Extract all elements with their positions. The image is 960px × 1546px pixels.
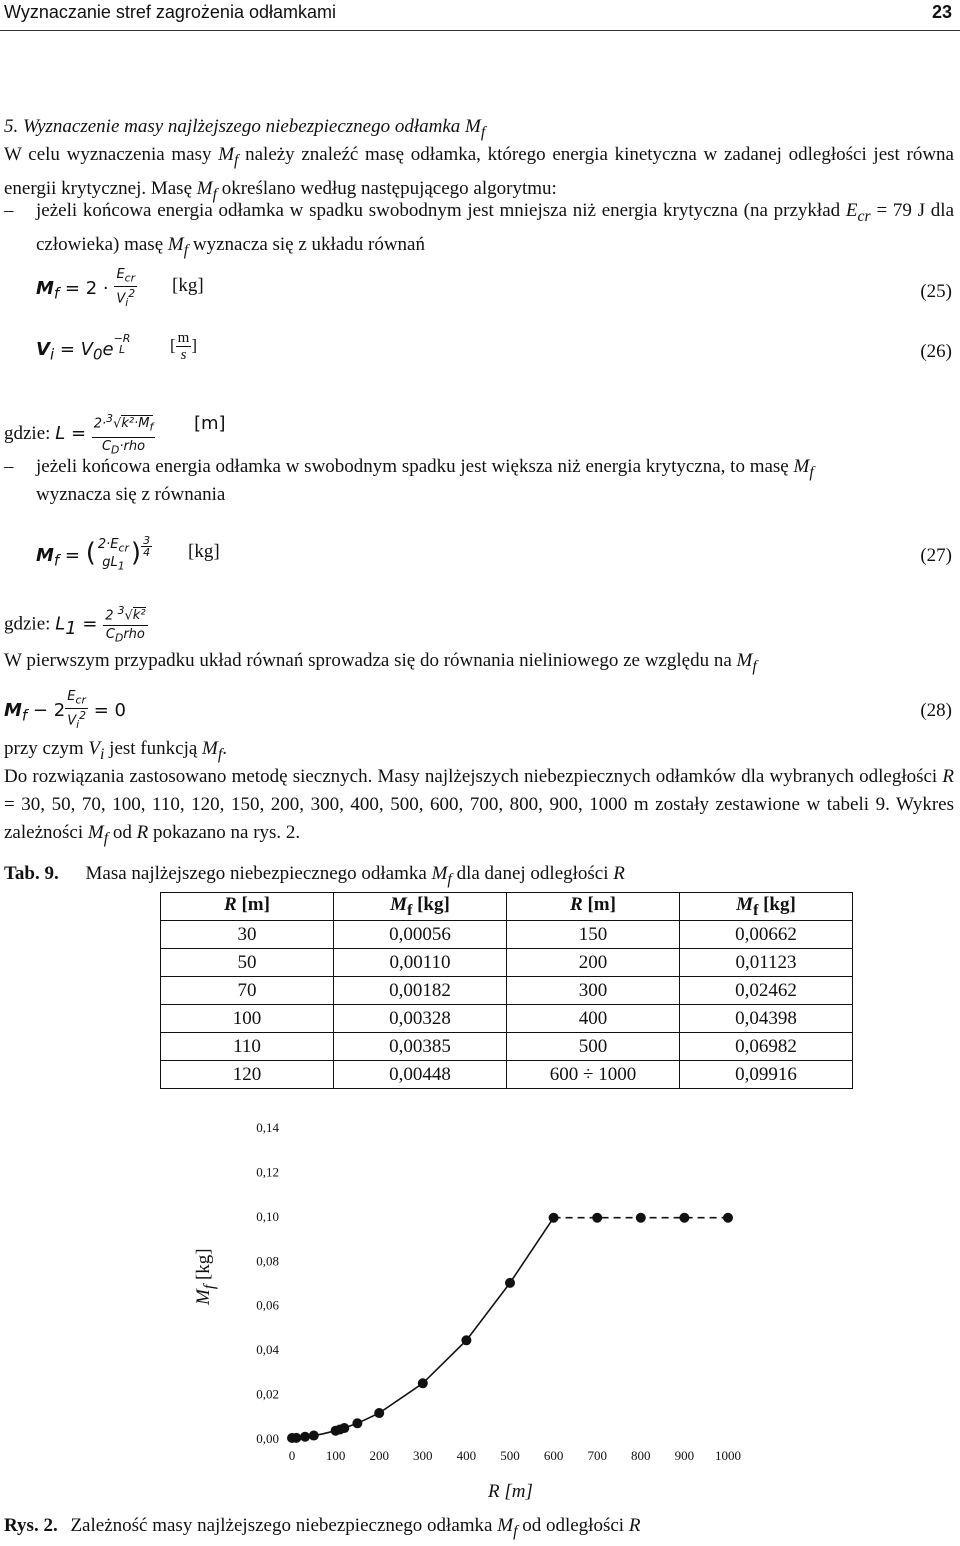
figure-caption-label: Rys. 2. (4, 1515, 58, 1536)
series-line-solid (292, 1218, 554, 1438)
x-tick-label: 400 (456, 1448, 477, 1463)
x-tick-label: 1000 (715, 1448, 741, 1463)
data-point (636, 1213, 646, 1223)
x-tick-label: 0 (288, 1448, 296, 1463)
table-header-cell: R [m] (161, 893, 334, 921)
data-point (300, 1432, 310, 1442)
y-tick-label: 0,12 (256, 1164, 279, 1180)
equation-25-unit: [kg] (172, 275, 204, 296)
equation-27: $M_f$ = ( $2\cdot E_{cr}$ $gL_1$ ) $\frac{3}{4}$ (36, 534, 151, 573)
section-title: 5. Wyznaczenie masy najlżejszego niebezpiecznego odłamka $M_f$ (4, 116, 486, 141)
data-point (418, 1378, 428, 1388)
data-point (374, 1408, 384, 1418)
equation-26: $V_i = V_0e$ −R L (36, 332, 131, 364)
table-cell: 0,06982 (680, 1033, 853, 1061)
table-header-row (161, 893, 853, 921)
table-cell: 200 (507, 949, 680, 977)
table-row (161, 1061, 853, 1089)
table-cell: 0,00328 (334, 1005, 507, 1033)
table-caption: Tab. 9. Masa najlżejszego niebezpiecznego odłamka $M_f$ dla danej odległości R (4, 863, 625, 888)
table-cell: 110 (161, 1033, 334, 1061)
paragraph-vi-function: przy czym $V_i$ jest funkcją $M_f$. (4, 738, 228, 763)
page-number: 23 (931, 2, 952, 22)
table-cell: 0,04398 (680, 1005, 853, 1033)
table-cell: 0,00110 (334, 949, 507, 977)
data-point (339, 1423, 349, 1433)
running-header (0, 0, 960, 31)
table-cell: 0,00448 (334, 1061, 507, 1089)
equation-26-unit: [ $\frac{m}{s}$ ] (170, 330, 198, 363)
table-cell: 120 (161, 1061, 334, 1089)
table-header-cell: $M_f$ [kg] (334, 893, 507, 921)
figure-caption: Rys. 2. Zależność masy najlżejszego niebezpiecznego odłamka $M_f$ od odległości R (4, 1515, 641, 1540)
y-tick-label: 0,00 (256, 1431, 279, 1446)
table-body (161, 921, 853, 1089)
chart-ylabel: $M_f$ [kg] (193, 1248, 218, 1305)
bullet-dash: – (4, 456, 14, 477)
y-tick-label: 0,06 (256, 1297, 279, 1313)
x-tick-label: 300 (413, 1448, 433, 1463)
paragraph-method: Do rozwiązania zastosowano metodę siecznych. Masy najlżejszych niebezpiecznych odłamków dla wybranych odległości R = 30, 50, 70, 100, 110, 120, 150, 200, 300, 400, 500, 600, 700, 800, 900, 1000 m zostały zestawione w tabeli 9. Wykres zależności $M_f$ od R pokazano na rys. 2. (4, 766, 954, 847)
bullet-dash: – (4, 200, 14, 221)
x-tick-label: 200 (369, 1448, 389, 1463)
x-tick-label: 800 (631, 1448, 651, 1463)
bullet-1-text: jeżeli końcowa energia odłamka w spadku swobodnym jest mniejsza niż energia krytyczna (na przykład $E_{cr} = 79$ J dla człowieka) masę $M_f$ wyznacza się z układu równań (36, 200, 955, 259)
y-tick-label: 0,02 (256, 1386, 279, 1402)
table-row (161, 1033, 853, 1061)
x-tick-label: 700 (587, 1448, 607, 1463)
y-tick-label: 0,14 (256, 1120, 279, 1135)
table-cell: 0,00182 (334, 977, 507, 1005)
table-cell: 100 (161, 1005, 334, 1033)
definition-L: gdzie: L = $\frac{2\cdot^3√k^2\cdot M_f}{C_D\cdot rho}$ (4, 412, 154, 457)
table-row (161, 977, 853, 1005)
data-point (309, 1431, 319, 1441)
definition-L1: gdzie: $L_1$ = $\frac{2 ^3√k^2}{C_Drho}$ (4, 604, 146, 645)
equation-28-number: (28) (920, 700, 952, 721)
equation-28: $M_f - 2$ $\frac{E_{cr}}{V_i^2}$ = 0 (4, 689, 126, 731)
paragraph-intro: W celu wyznaczenia masy $M_f$ należy znaleźć masę odłamka, którego energia kinetyczna w zadanej odległości jest równa energii krytycznej. Masę $M_f$ określano według następującego algorytmu: (4, 144, 954, 203)
table-cell: 0,00662 (680, 921, 853, 949)
table-header-cell: R [m] (507, 893, 680, 921)
data-point (461, 1335, 471, 1345)
table-cell: 0,00056 (334, 921, 507, 949)
table-cell: 300 (507, 977, 680, 1005)
mass-table (160, 892, 853, 1089)
data-point (592, 1213, 602, 1223)
data-point (352, 1418, 362, 1428)
equation-25-number: (25) (920, 281, 952, 302)
table-cell: 150 (507, 921, 680, 949)
bullet-2-text-cont: wyznacza się z równania (36, 484, 226, 505)
table-cell: 30 (161, 921, 334, 949)
equation-26-number: (26) (920, 341, 952, 362)
table-cell: 0,02462 (680, 977, 853, 1005)
y-tick-label: 0,04 (256, 1342, 279, 1358)
y-tick-label: 0,08 (256, 1253, 279, 1269)
data-point (549, 1213, 559, 1223)
table-header-cell: $M_f$ [kg] (680, 893, 853, 921)
table-row (161, 1005, 853, 1033)
equation-27-number: (27) (920, 545, 952, 566)
x-tick-label: 900 (674, 1448, 695, 1463)
table-cell: 500 (507, 1033, 680, 1061)
chart-xlabel: R [m] (488, 1481, 533, 1502)
table-cell: 0,09916 (680, 1061, 853, 1089)
data-point (291, 1433, 301, 1443)
definition-L-unit: [m] (194, 413, 226, 434)
data-point (679, 1213, 689, 1223)
table-cell: 50 (161, 949, 334, 977)
table-caption-label: Tab. 9. (4, 863, 59, 884)
data-point (505, 1278, 515, 1288)
equation-27-unit: [kg] (188, 541, 220, 562)
table-cell: 0,00385 (334, 1033, 507, 1061)
equation-25: $M_f = 2$ · $\frac{E_{cr}}{V_i^2}$ (36, 267, 136, 309)
paragraph-nonlinear: W pierwszym przypadku układ równań sprowadza się do równania nieliniowego ze względu na $M_f$ (4, 650, 757, 675)
table-cell: 400 (507, 1005, 680, 1033)
table-cell: 70 (161, 977, 334, 1005)
bullet-2-text: jeżeli końcowa energia odłamka w swobodnym spadku jest większa niż energia krytyczna, to masę $M_f$ (36, 456, 814, 481)
y-tick-label: 0,10 (256, 1208, 279, 1224)
header-title: Wyznaczanie stref zagrożenia odłamkami (4, 2, 336, 22)
table-row (161, 921, 853, 949)
table-cell: 600 ÷ 1000 (507, 1061, 680, 1089)
table-cell: 0,01123 (680, 949, 853, 977)
x-tick-label: 500 (500, 1448, 520, 1463)
x-tick-label: 100 (325, 1448, 346, 1463)
data-point (723, 1213, 733, 1223)
x-tick-label: 600 (543, 1448, 564, 1463)
mass-vs-distance-chart (0, 1115, 960, 1463)
table-row (161, 949, 853, 977)
